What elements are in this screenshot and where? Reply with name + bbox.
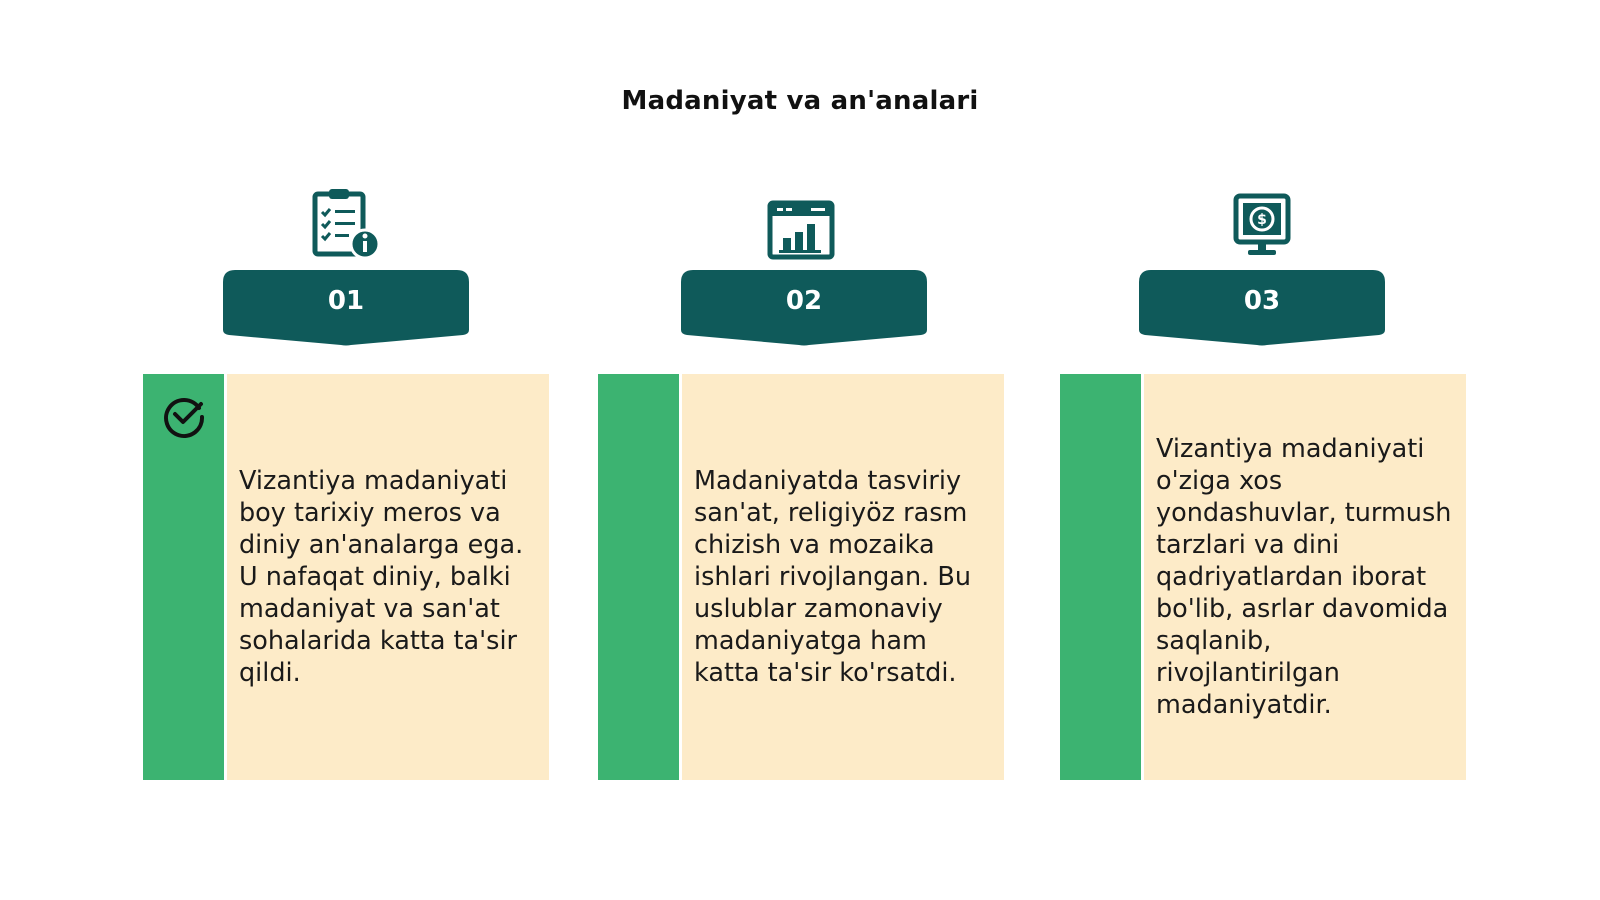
card-accent-bar	[1060, 374, 1141, 780]
step-number: 02	[785, 286, 823, 316]
card-accent-bar	[143, 374, 224, 780]
step-badge-02	[681, 270, 927, 346]
card-body	[682, 374, 1004, 780]
check-circle-icon	[161, 392, 207, 438]
card-body	[1144, 374, 1466, 780]
slide-title: Madaniyat va an'analari	[621, 86, 979, 116]
card-text: Vizantiya madaniyati boy tarixiy meros va diniy an'analarga ega. U nafaqat diniy, balki madaniyat va san'at sohalarida katta ta'sir qildi.	[239, 466, 524, 688]
monitor-dollar-icon	[1226, 190, 1298, 262]
content-card-02	[598, 374, 1004, 780]
card-accent-bar	[598, 374, 679, 780]
svg-text:$: $	[1257, 212, 1267, 228]
clipboard-checklist-info-icon	[309, 188, 381, 260]
step-number: 03	[1243, 286, 1281, 316]
step-badge-03	[1139, 270, 1385, 346]
content-card-01	[143, 374, 549, 780]
browser-bar-chart-icon	[765, 196, 837, 268]
card-text: Madaniyatda tasviriy san'at, religiyöz rasm chizish va mozaika ishlari rivojlangan. Bu uslublar zamonaviy madaniyatga ham katta ta'sir ko'rsatdi.	[694, 466, 971, 688]
step-badge-01	[223, 270, 469, 346]
card-text: Vizantiya madaniyati o'ziga xos yondashuvlar, turmush tarzlari va dini qadriyatlardan iborat bo'lib, asrlar davomida saqlanib, rivojlantirilgan madaniyatdir.	[1156, 434, 1452, 720]
content-card-03	[1060, 374, 1466, 780]
card-body	[227, 374, 549, 780]
step-number: 01	[327, 286, 365, 316]
